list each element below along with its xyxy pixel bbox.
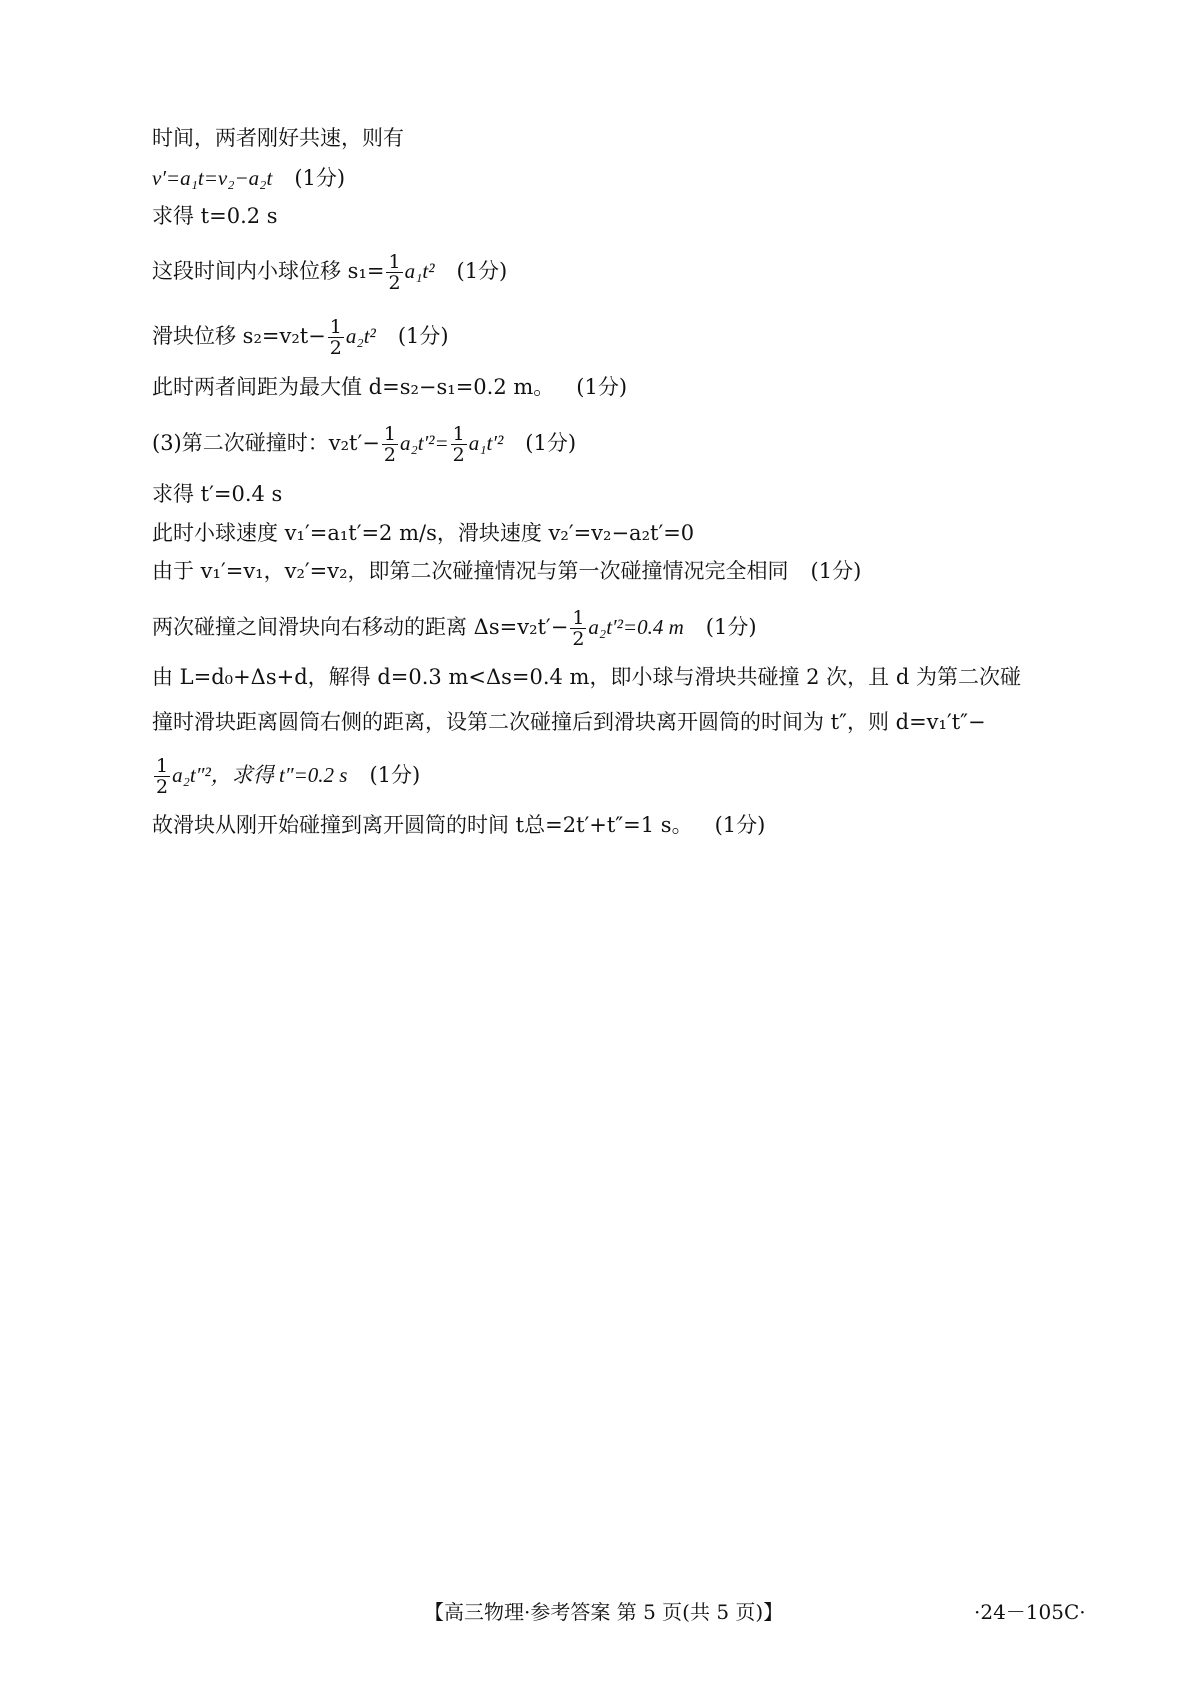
text-line-14 (152, 756, 420, 797)
line-text: 撞时滑块距离圆筒右侧的距离，设第二次碰撞后到滑块离开圆筒的时间为 t″，则 d=v₁′t″− (152, 710, 986, 734)
text-line-7 (152, 424, 576, 465)
text-line-6 (152, 372, 627, 402)
line-text: 滑块位移 s₂=v₂t− (152, 324, 326, 348)
fraction: $\frac{1}{2}$ (156, 755, 169, 798)
equation: a₂t′²= (399, 431, 449, 455)
text-line-11 (152, 608, 757, 649)
text-line-4 (152, 252, 507, 293)
score-label: (1分) (456, 259, 508, 283)
page-footer: 【高三物理·参考答案 第 5 页(共 5 页)】 (424, 1600, 784, 1624)
line-text: 求得 t=0.2 s (152, 204, 278, 228)
text-line-15 (152, 810, 765, 840)
score-label: (1分) (576, 375, 628, 399)
text-line-9 (152, 518, 694, 548)
equation: a₂t″²，求得 t″=0.2 s (172, 763, 348, 787)
text-line-10 (152, 556, 861, 586)
line-text: 此时小球速度 v₁′=a₁t′=2 m/s，滑块速度 v₂′=v₂−a₂t′=0 (152, 521, 695, 545)
line-text: 求得 t′=0.4 s (152, 482, 283, 506)
equation: a₁t′² (468, 431, 504, 455)
text-line-5 (152, 317, 449, 358)
text-line-13 (152, 707, 986, 737)
line-text: 时间，两者刚好共速，则有 (152, 126, 404, 150)
line-text: 此时两者间距为最大值 d=s₂−s₁=0.2 m。 (152, 375, 555, 399)
fraction: $\frac{1}{2}$ (452, 423, 465, 466)
text-line-8 (152, 479, 282, 509)
score-label: (1分) (810, 559, 862, 583)
text-line-3 (152, 201, 278, 231)
fraction: $\frac{1}{2}$ (383, 423, 396, 466)
score-label: (1分) (397, 324, 449, 348)
score-label: (1分) (294, 166, 346, 190)
score-label: (1分) (705, 615, 757, 639)
score-label: (1分) (525, 431, 577, 455)
line-text: 两次碰撞之间滑块向右移动的距离 Δs=v₂t′− (152, 615, 569, 639)
score-label: (1分) (369, 763, 421, 787)
line-text: 由于 v₁′=v₁，v₂′=v₂，即第二次碰撞情况与第一次碰撞情况完全相同 (152, 559, 789, 583)
line-text: 由 L=d₀+Δs+d，解得 d=0.3 m<Δs=0.4 m，即小球与滑块共碰撞 2 次，且 d 为第二次碰 (152, 665, 1021, 689)
equation: a₂t² (345, 324, 376, 348)
line-text: 这段时间内小球位移 s₁= (152, 259, 385, 283)
fraction: $\frac{1}{2}$ (329, 316, 342, 359)
document-code: ·24－105C· (974, 1600, 1086, 1624)
fraction: $\frac{1}{2}$ (572, 607, 585, 650)
line-text: (3)第二次碰撞时：v₂t′− (152, 431, 380, 455)
score-label: (1分) (714, 813, 766, 837)
equation: a₁t² (404, 259, 435, 283)
equation: v′=a₁t=v₂−a₂t (152, 166, 273, 190)
text-line-2 (152, 163, 345, 193)
line-text: 故滑块从刚开始碰撞到离开圆筒的时间 t总=2t′+t″=1 s。 (152, 813, 693, 837)
equation: a₂t′²=0.4 m (588, 615, 684, 639)
fraction: $\frac{1}{2}$ (388, 251, 401, 294)
text-line-12 (152, 662, 1021, 692)
text-line-1 (152, 123, 404, 153)
